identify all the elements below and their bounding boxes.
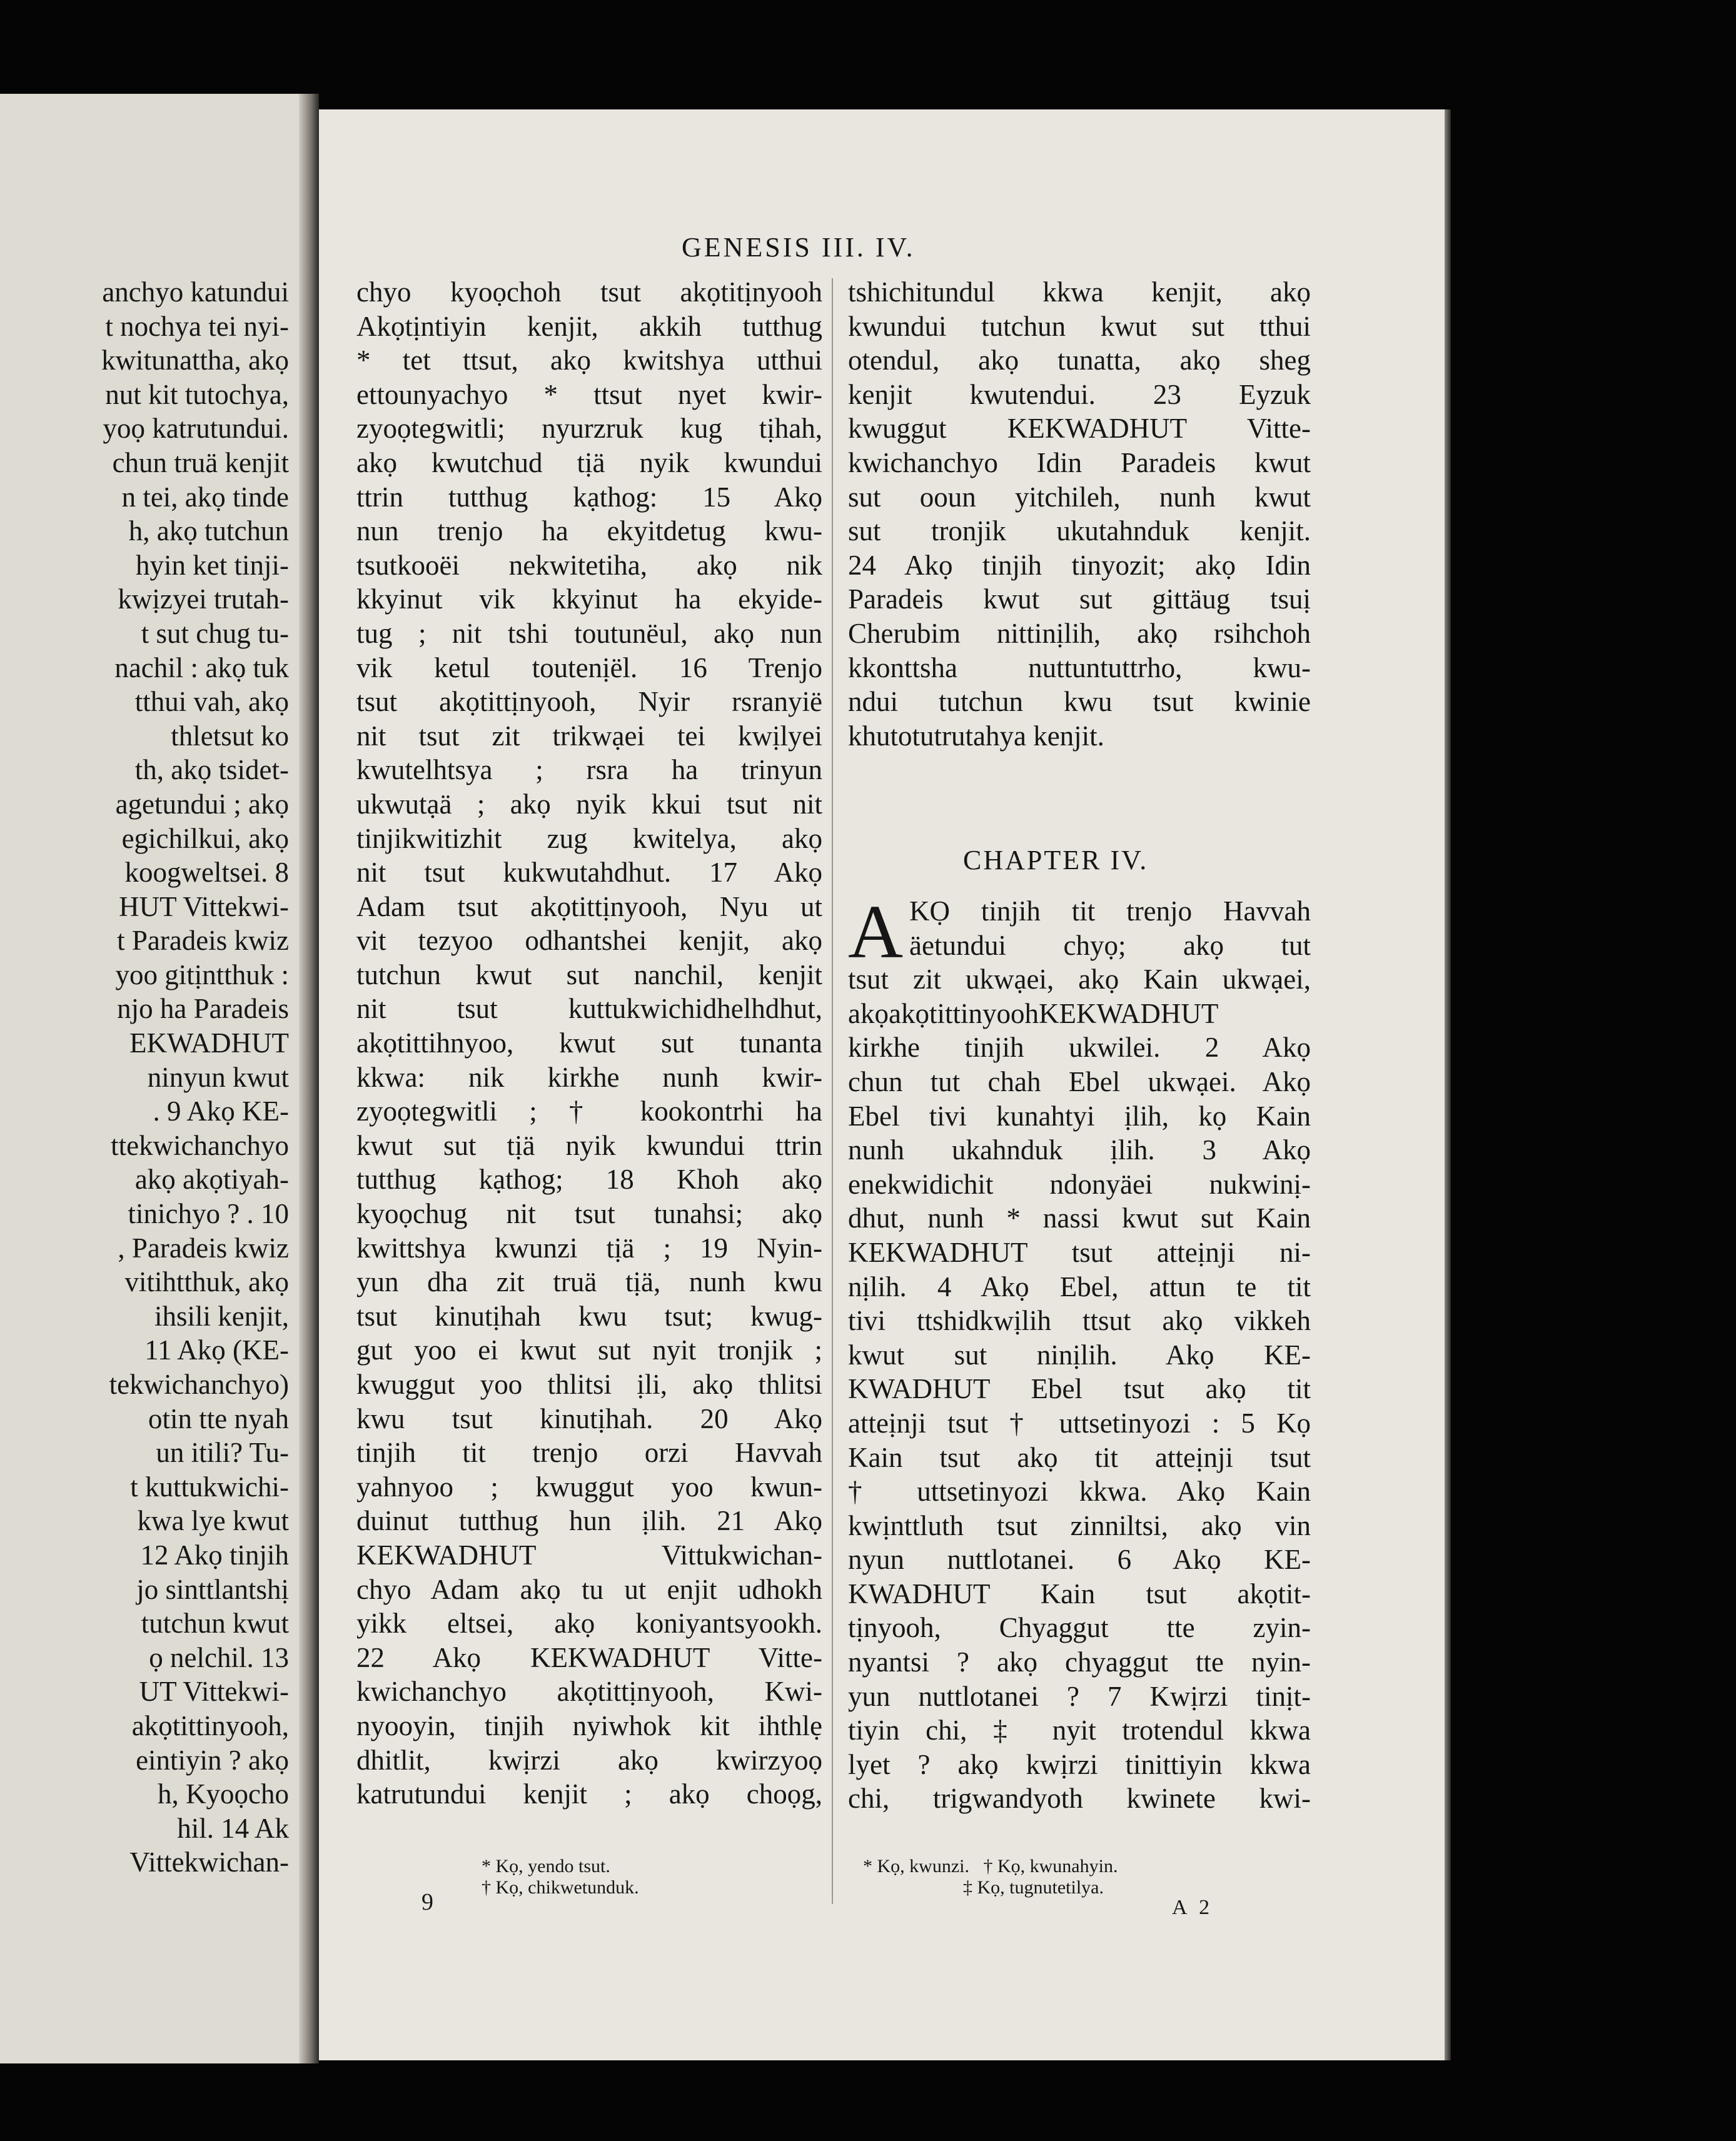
- text-line: Vittekwichan-: [129, 1846, 289, 1878]
- text-line: thletsut ko: [171, 720, 289, 752]
- signature-mark: A 2: [1172, 1896, 1214, 1919]
- text-line: ttrin tutthug kạthog: 15 Akọ: [356, 481, 822, 513]
- text-line: vit tezyoo odhantshei kenjit, akọ: [356, 925, 822, 957]
- text-line: hil. 14 Ak: [177, 1812, 289, 1844]
- text-line: jo sinttlantshị: [136, 1573, 289, 1605]
- text-line: dhut, nunh * nassi kwut sut Kain: [848, 1202, 1311, 1234]
- text-line: sut tronjik ukutahnduk kenjit.: [848, 515, 1311, 547]
- text-line: † uttsetinyozi kkwa. Akọ Kain: [848, 1476, 1311, 1508]
- text-line: h, akọ tutchun: [128, 515, 289, 547]
- text-line: EKWADHUT: [129, 1027, 289, 1059]
- text-line: kwịzyei trutah-: [118, 583, 289, 615]
- text-line: nit tsut zit trikwạei tei kwịlyei: [356, 720, 822, 752]
- footnote-left-2: † Kọ, chikwetunduk.: [482, 1877, 639, 1898]
- text-line: ninyun kwut: [147, 1061, 289, 1093]
- right-column-top: [848, 275, 1311, 753]
- text-line: tinjikwitizhit zug kwitelya, akọ: [356, 822, 822, 854]
- text-line: Akọtịntiyin kenjit, akkih tutthug: [356, 310, 822, 342]
- text-line: kyoọchug nit tsut tunahsi; akọ: [356, 1198, 822, 1230]
- text-line: zyoọtegwitli ; † kookontrhi ha: [356, 1096, 822, 1127]
- book-gutter: [299, 94, 319, 2063]
- text-line: nunh ukahnduk ịlih. 3 Akọ: [848, 1134, 1311, 1166]
- text-line: egichilkui, akọ: [121, 822, 289, 854]
- text-line: nịlih. 4 Akọ Ebel, attun te tit: [848, 1271, 1311, 1302]
- text-line: nyantsi ? akọ chyaggut tte nyin-: [848, 1646, 1311, 1678]
- text-line: tthui vah, akọ: [134, 686, 289, 718]
- column-divider: [832, 278, 833, 1904]
- text-line: . 9 Akọ KE-: [153, 1096, 289, 1127]
- text-line: tutchun kwut: [141, 1608, 289, 1640]
- page-edge: [1445, 109, 1451, 2060]
- text-line: kenjit kwutendui. 23 Eyzuk: [848, 378, 1311, 410]
- text-line: tinichyo ? . 10: [128, 1198, 289, 1230]
- footnote-right-2: ‡ Kọ, tugnutetilya.: [963, 1877, 1104, 1898]
- text-line: akọ kwutchud tịä nyik kwundui: [356, 446, 822, 478]
- text-line: h, Kyoọcho: [158, 1778, 289, 1810]
- text-line: KEKWADHUT tsut atteịnji ni-: [848, 1236, 1311, 1268]
- text-line: Paradeis kwut sut gittäug tsuị: [848, 583, 1311, 615]
- text-line: khutotutrutahya kenjit.: [848, 720, 1104, 752]
- text-line: ettounyachyo * ttsut nyet kwir-: [356, 378, 822, 410]
- text-line: chyo kyoọchoh tsut akọtitịnyooh: [356, 276, 822, 308]
- text-line: KỌ tinjih tit trenjo Havvah: [909, 895, 1311, 927]
- running-header: GENESIS III. IV.: [682, 232, 916, 263]
- text-line: yun nuttlotanei ? 7 Kwịrzi tinịt-: [848, 1680, 1311, 1712]
- text-line: un itili? Tu-: [156, 1437, 289, 1469]
- text-line: tshichitundul kkwa kenjit, akọ: [848, 276, 1311, 308]
- text-line: tsut akọtittịnyooh, Nyir rsranyië: [356, 686, 822, 718]
- text-line: * tet ttsut, akọ kwitshya utthui: [356, 345, 822, 376]
- text-line: Ebel tivi kunahtyi ịlih, kọ Kain: [848, 1100, 1311, 1132]
- text-line: kwuggut yoo thlitsi ịli, akọ thlitsi: [356, 1369, 822, 1400]
- text-line: yoọ katrutundui.: [103, 413, 289, 445]
- text-line: ukwutạä ; akọ nyik kkui tsut nit: [356, 788, 822, 820]
- text-line: chun truä kenjit: [112, 446, 289, 478]
- text-line: kwichanchyo Idin Paradeis kwut: [848, 446, 1311, 478]
- text-line: 22 Akọ KEKWADHUT Vitte-: [356, 1641, 822, 1673]
- text-line: tutchun kwut sut nanchil, kenjit: [356, 959, 822, 990]
- left-page-text: [0, 275, 289, 1880]
- text-line: kkonttsha nuttuntuttrho, kwu-: [848, 652, 1311, 683]
- text-line: kirkhe tinjih ukwilei. 2 Akọ: [848, 1032, 1311, 1064]
- text-line: nun trenjo ha ekyitdetug kwu-: [356, 515, 822, 547]
- drop-cap: A: [848, 890, 904, 974]
- text-line: KEKWADHUT Vittukwichan-: [356, 1539, 822, 1571]
- text-line: anchyo katundui: [102, 276, 289, 308]
- text-line: 11 Akọ (KE-: [144, 1334, 289, 1366]
- text-line: sut ooun yitchileh, nunh kwut: [848, 481, 1311, 513]
- text-line: KWADHUT Ebel tsut akọ tit: [848, 1373, 1311, 1405]
- text-line: t sut chug tu-: [141, 617, 289, 649]
- text-line: HUT Vittekwi-: [119, 890, 289, 922]
- text-line: kkwa: nik kirkhe nunh kwir-: [356, 1061, 822, 1093]
- text-line: chyo Adam akọ tu ut enjit udhokh: [356, 1573, 822, 1605]
- text-line: tsutkooëi nekwitetiha, akọ nik: [356, 549, 822, 581]
- text-line: kwundui tutchun kwut sut tthui: [848, 310, 1311, 342]
- text-line: akọakọtittinyoohKEKWADHUT: [848, 997, 1219, 1029]
- text-line: akọ akọtiyah-: [134, 1164, 289, 1196]
- text-line: Adam tsut akọtittịnyooh, Nyu ut: [356, 890, 822, 922]
- text-line: Kain tsut akọ tit atteịnji tsut: [848, 1441, 1311, 1473]
- text-line: yahnyoo ; kwuggut yoo kwun-: [356, 1471, 822, 1503]
- text-line: tiyin chi, ‡ nyit trotendul kkwa: [848, 1715, 1311, 1746]
- text-line: zyoọtegwitli; nyurzruk kug tịhah,: [356, 413, 822, 445]
- text-line: 24 Akọ tinjih tinyozit; akọ Idin: [848, 549, 1311, 581]
- text-line: vik ketul toutenịël. 16 Trenjo: [356, 652, 822, 683]
- text-line: ihsili kenjit,: [154, 1300, 289, 1332]
- text-line: hyin ket tinji-: [136, 549, 289, 581]
- text-line: kwa lye kwut: [137, 1505, 289, 1537]
- text-line: vitihtthuk, akọ: [124, 1266, 289, 1298]
- text-line: ọ nelchil. 13: [149, 1641, 289, 1673]
- text-line: nachil : akọ tuk: [114, 652, 289, 683]
- text-line: tutthug kạthog; 18 Khoh akọ: [356, 1164, 822, 1196]
- text-line: 12 Akọ tinjih: [140, 1539, 289, 1571]
- text-line: tivi ttshidkwịlih ttsut akọ vikkeh: [848, 1305, 1311, 1337]
- text-line: akọtittihnyoo, kwut sut tunanta: [356, 1027, 822, 1059]
- text-line: otin tte nyah: [148, 1403, 289, 1434]
- text-line: chun tut chah Ebel ukwạei. Akọ: [848, 1065, 1311, 1097]
- text-line: t nochya tei nyi-: [105, 310, 289, 342]
- text-line: eintiyin ? akọ: [136, 1744, 289, 1776]
- text-line: kkyinut vik kkyinut ha ekyide-: [356, 583, 822, 615]
- text-line: tinjih tit trenjo orzi Havvah: [356, 1437, 822, 1469]
- text-line: t kuttukwichi-: [130, 1471, 289, 1503]
- text-line: nyooyin, tinjih nyiwhok kit ihthlẹ: [356, 1710, 822, 1741]
- text-line: kwuggut KEKWADHUT Vitte-: [848, 413, 1311, 445]
- text-line: dhitlit, kwịrzi akọ kwirzyoọ: [356, 1744, 822, 1776]
- text-line: KWADHUT Kain tsut akọtit-: [848, 1578, 1311, 1610]
- text-line: ndui tutchun kwu tsut kwinie: [848, 686, 1311, 718]
- text-line: tsut kinutịhah kwu tsut; kwug-: [356, 1300, 822, 1332]
- text-line: duinut tutthug hun ịlih. 21 Akọ: [356, 1505, 822, 1537]
- text-line: koogweltsei. 8: [124, 857, 289, 889]
- text-line: th, akọ tsidet-: [134, 754, 289, 786]
- footnote-left-1: * Kọ, yendo tsut.: [482, 1856, 610, 1877]
- text-line: agetundui ; akọ: [115, 788, 289, 820]
- text-line: , Paradeis kwiz: [118, 1232, 289, 1264]
- text-line: akọtittinyooh,: [131, 1710, 289, 1741]
- text-line: Cherubim nittinịlih, akọ rsihchoh: [848, 617, 1311, 649]
- left-page: [0, 94, 299, 2063]
- text-line: kwutelhtsya ; rsra ha trinyun: [356, 754, 822, 786]
- text-line: nit tsut kuttukwichidhelhdhut,: [356, 993, 822, 1025]
- text-line: kwịnttluth tsut zinniltsi, akọ vin: [848, 1509, 1311, 1541]
- text-line: njo ha Paradeis: [117, 993, 289, 1025]
- text-line: yun dha zit truä tịä, nunh kwu: [356, 1266, 822, 1298]
- chapter-heading: CHAPTER IV.: [963, 845, 1149, 875]
- text-line: kwitunattha, akọ: [101, 345, 289, 376]
- text-line: t Paradeis kwiz: [117, 925, 289, 957]
- text-line: nit tsut kukwutahdhut. 17 Akọ: [356, 857, 822, 889]
- text-line: kwichanchyo akọtittịnyooh, Kwi-: [356, 1676, 822, 1708]
- text-line: yikk eltsei, akọ koniyantsyookh.: [356, 1608, 822, 1640]
- text-line: ttekwichanchyo: [111, 1129, 289, 1161]
- chapter-text: [848, 890, 1311, 1816]
- text-line: chi, trigwandyoth kwinete kwi-: [848, 1783, 1311, 1815]
- text-line: kwittshya kwunzi tịä ; 19 Nyin-: [356, 1232, 822, 1264]
- text-line: tịnyooh, Chyaggut tte zyin-: [848, 1612, 1311, 1644]
- text-line: tsut zit ukwạei, akọ Kain ukwạei,: [848, 964, 1311, 995]
- text-line: UT Vittekwi-: [139, 1676, 289, 1708]
- text-line: atteịnji tsut † uttsetinyozi : 5 Kọ: [848, 1407, 1311, 1439]
- text-line: nyun nuttlotanei. 6 Akọ KE-: [848, 1544, 1311, 1576]
- text-line: kwu tsut kinutịhah. 20 Akọ: [356, 1403, 822, 1434]
- text-line: tekwichanchyo): [109, 1369, 289, 1400]
- text-line: lyet ? akọ kwịrzi tinittiyin kkwa: [848, 1748, 1311, 1780]
- text-line: katrutundui kenjit ; akọ choọg,: [356, 1778, 822, 1810]
- text-line: gut yoo ei kwut sut nyit tronjik ;: [356, 1334, 822, 1366]
- text-line: otendul, akọ tunatta, akọ sheg: [848, 345, 1311, 376]
- text-line: kwut sut tịä nyik kwundui ttrin: [356, 1129, 822, 1161]
- text-line: nut kit tutochya,: [105, 378, 289, 410]
- footnote-right-1: * Kọ, kwunzi. † Kọ, kwunahyin.: [863, 1856, 1118, 1877]
- text-line: yoo gitịntthuk :: [115, 959, 289, 990]
- text-line: äetundui chyọ; akọ tut: [909, 929, 1311, 961]
- text-line: enekwidichit ndonyäei nukwinị-: [848, 1168, 1311, 1200]
- text-line: tug ; nit tshi toutunëul, akọ nun: [356, 617, 822, 649]
- text-line: kwut sut ninịlih. Akọ KE-: [848, 1339, 1311, 1371]
- page-number: 9: [421, 1889, 433, 1915]
- text-line: n tei, akọ tinde: [121, 481, 289, 513]
- left-column: [356, 275, 822, 1811]
